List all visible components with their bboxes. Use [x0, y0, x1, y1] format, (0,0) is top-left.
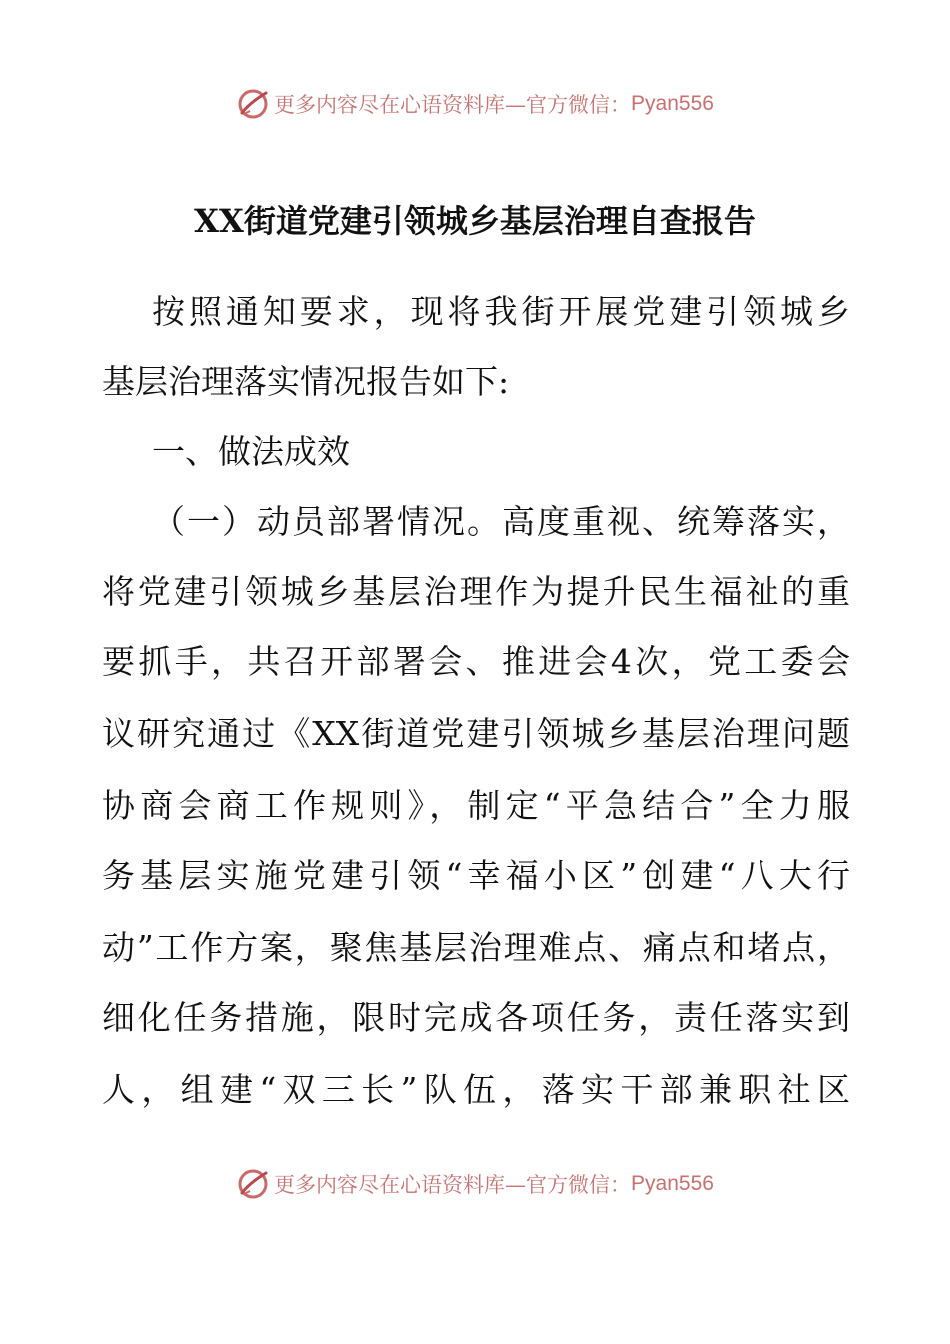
- logo-icon: [236, 87, 270, 121]
- header-watermark: [0, 84, 950, 124]
- footer-watermark: [0, 1164, 950, 1204]
- paragraph-line: 务基层实施党建引领“幸福小区”创建“八大行: [102, 856, 850, 895]
- paragraph-line: 要抓手，共召开部署会、推进会4次，党工委会: [102, 642, 850, 681]
- paragraph-line: 将党建引领城乡基层治理作为提升民生福祉的重: [102, 572, 850, 611]
- paragraph-line: 细化任务措施，限时完成各项任务，责任落实到: [102, 998, 850, 1037]
- logo-icon: [236, 1167, 270, 1201]
- paragraph-line: 基层治理落实情况报告如下:: [102, 362, 510, 401]
- paragraph-line: 人，组建“双三长”队伍，落实干部兼职社区: [102, 1070, 850, 1109]
- section-heading: 一、做法成效: [152, 432, 350, 471]
- watermark-id: Pyan556: [631, 92, 714, 115]
- paragraph-line: 议研究通过《XX街道党建引领城乡基层治理问题: [102, 714, 850, 753]
- paragraph-line: 按照通知要求，现将我街开展党建引领城乡: [152, 292, 850, 331]
- paragraph-line: 动”工作方案，聚焦基层治理难点、痛点和堵点，: [102, 928, 850, 967]
- paragraph-line: 协商会商工作规则》，制定“平急结合”全力服: [102, 786, 850, 825]
- watermark-id: Pyan556: [631, 1172, 714, 1195]
- document-title: XX街道党建引领城乡基层治理自查报告: [194, 202, 756, 240]
- watermark-text: 更多内容尽在心语资料库—官方微信：: [274, 1173, 632, 1197]
- paragraph-line: （一）动员部署情况。高度重视、统筹落实，: [152, 502, 850, 541]
- watermark-text: 更多内容尽在心语资料库—官方微信：: [274, 93, 632, 117]
